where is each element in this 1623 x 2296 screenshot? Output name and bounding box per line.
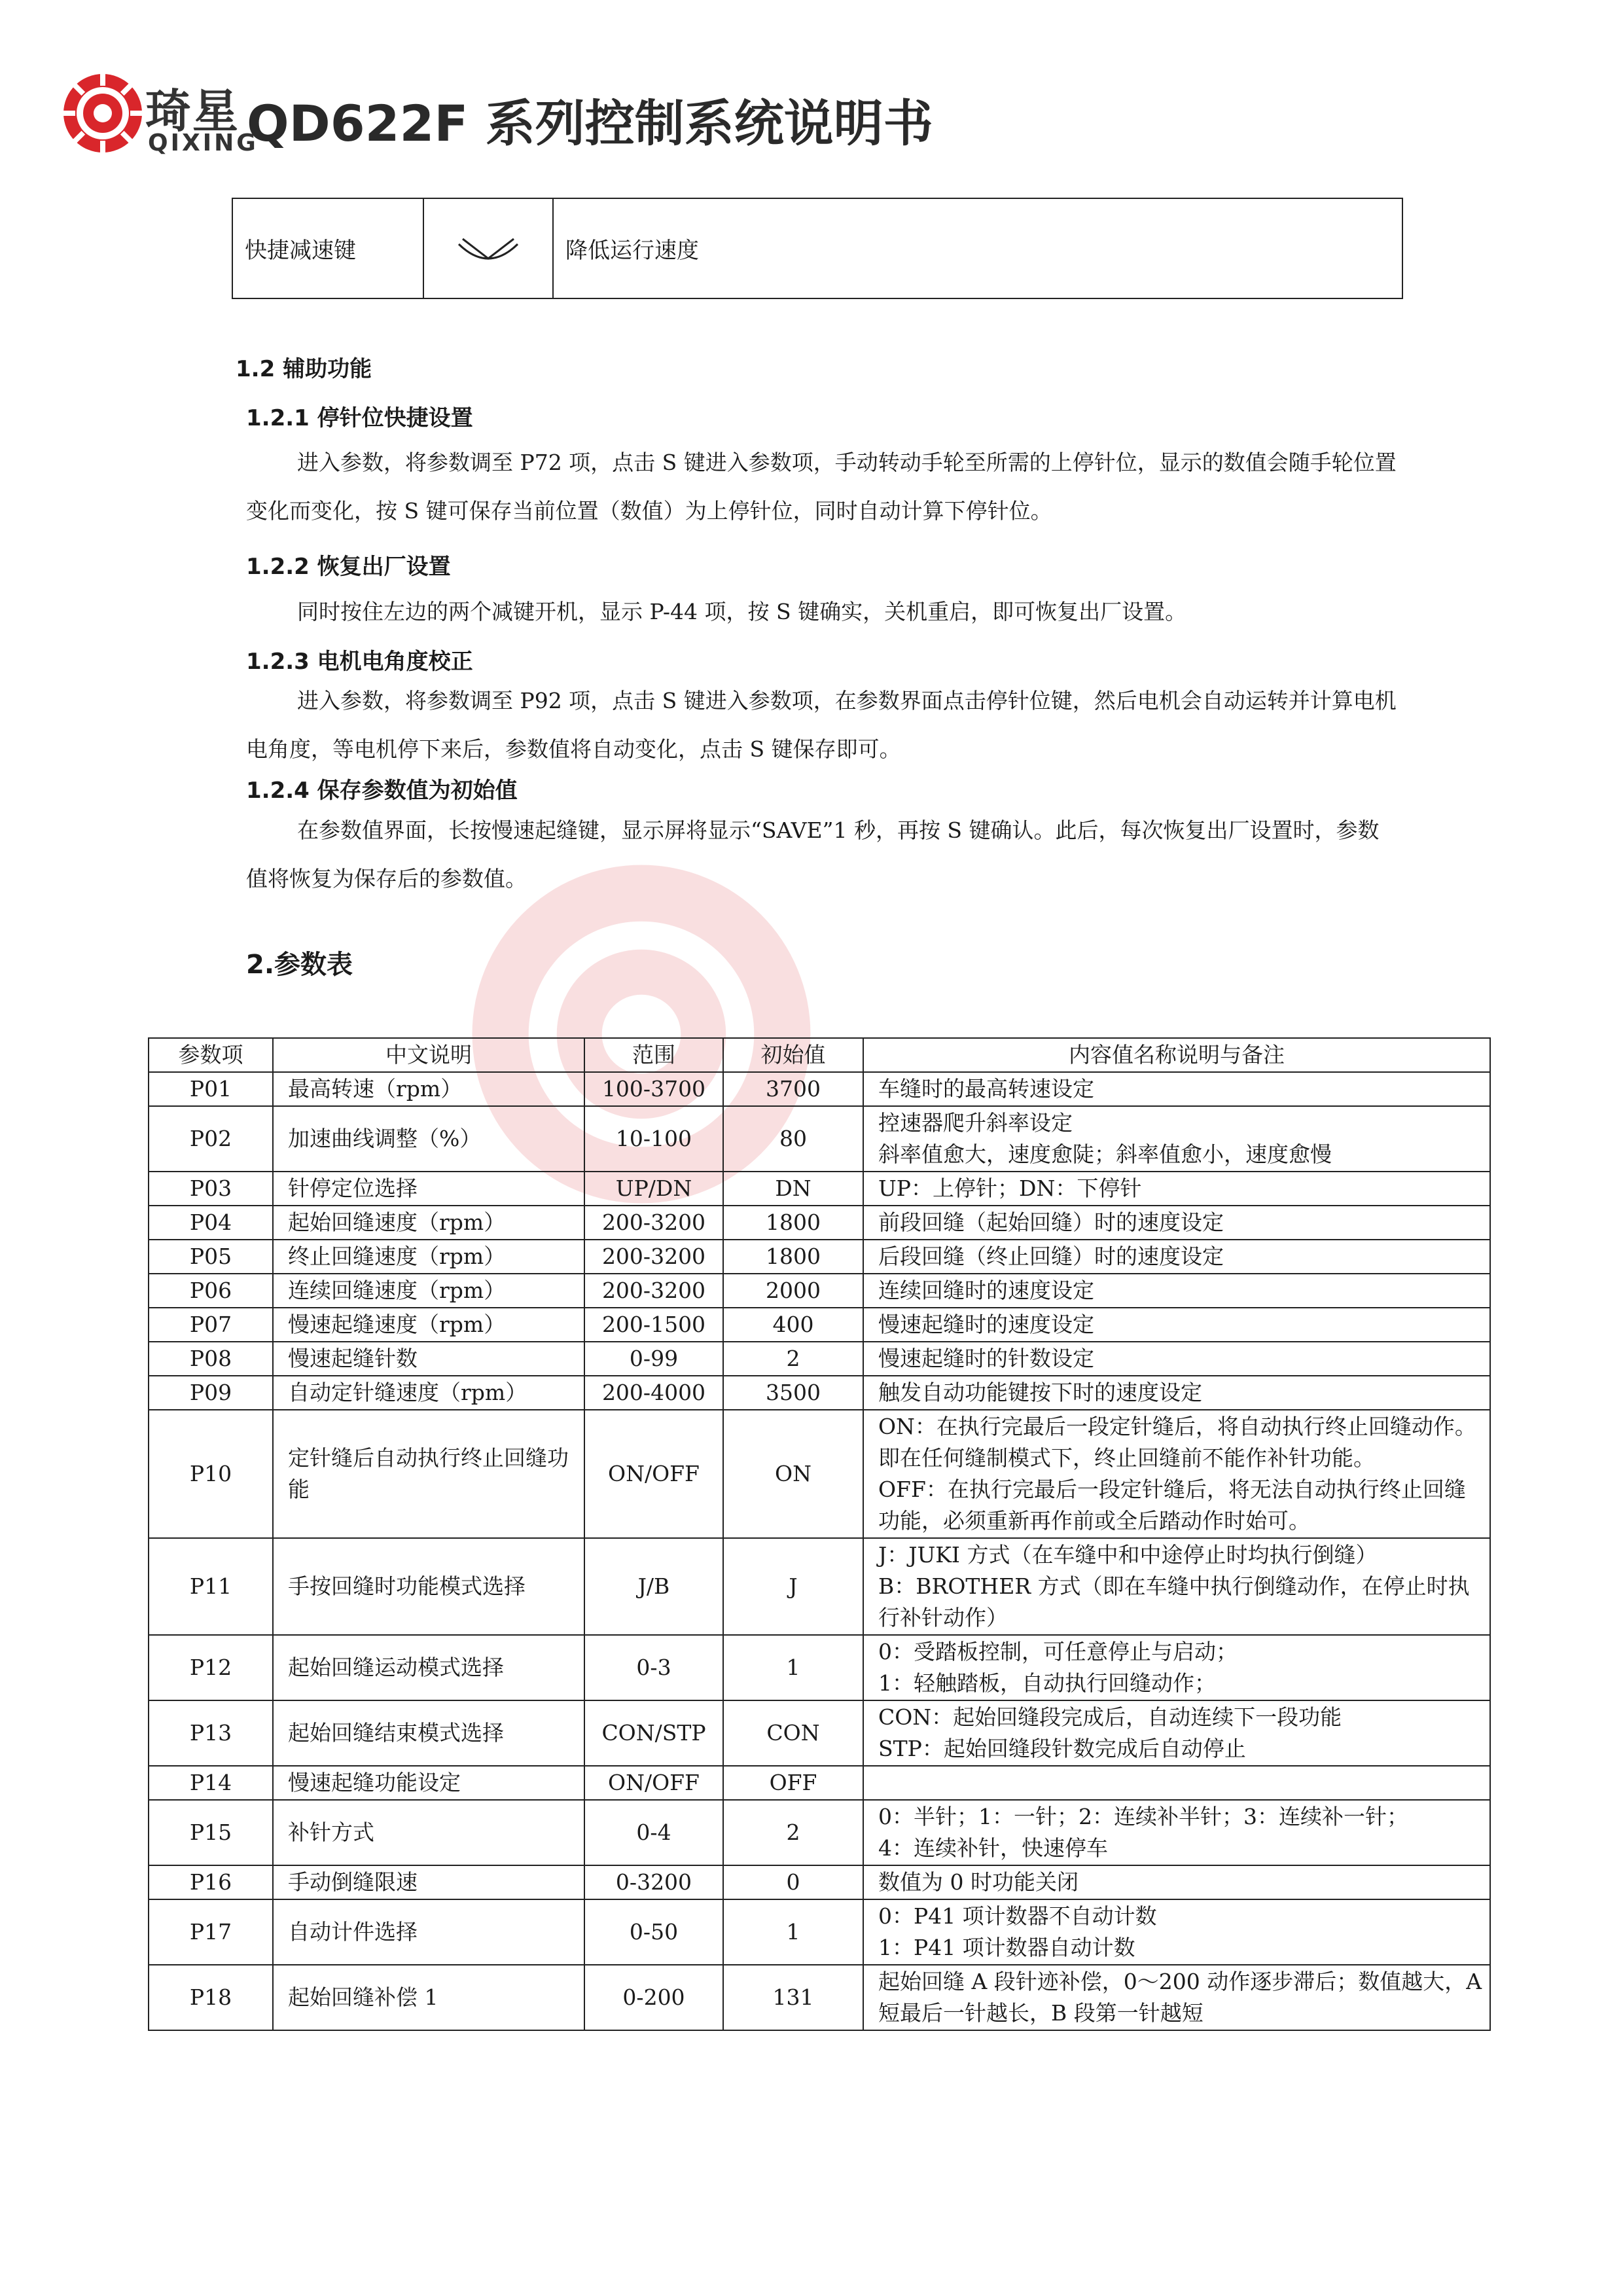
qixing-logo-icon [60, 71, 145, 156]
table-row [149, 1899, 1490, 1965]
param-initial: OFF [723, 1766, 863, 1800]
param-name: 连续回缝速度（rpm） [273, 1274, 584, 1308]
param-initial: 2000 [723, 1274, 863, 1308]
parameter-table [148, 1037, 1491, 2031]
param-range: J/B [584, 1538, 723, 1635]
param-name: 加速曲线调整（%） [273, 1106, 584, 1172]
param-range: ON/OFF [584, 1410, 723, 1538]
param-initial: 400 [723, 1308, 863, 1342]
table-row [149, 1072, 1490, 1106]
param-id: P05 [149, 1240, 273, 1274]
table-header-row [149, 1038, 1490, 1072]
page-header [60, 71, 1042, 169]
key-description: 降低运行速度 [553, 198, 1402, 298]
param-range: 200-3200 [584, 1240, 723, 1274]
param-initial: 3700 [723, 1072, 863, 1106]
column-header: 参数项 [149, 1038, 273, 1072]
key-row [232, 198, 1402, 298]
param-note: UP：上停针；DN：下停针 [863, 1172, 1490, 1206]
table-row [149, 1700, 1490, 1766]
param-initial: ON [723, 1410, 863, 1538]
param-name: 手动倒缝限速 [273, 1865, 584, 1899]
param-id: P10 [149, 1410, 273, 1538]
table-row [149, 1240, 1490, 1274]
section-1-2-4-text: 在参数值界面，长按慢速起缝键，显示屏将显示“SAVE”1 秒，再按 S 键确认。此后，每次恢复出厂设置时，参数值将恢复为保存后的参数值。 [246, 817, 1380, 891]
brand-name-en: QIXING [148, 130, 259, 156]
param-name: 起始回缝速度（rpm） [273, 1206, 584, 1240]
param-range: 10-100 [584, 1106, 723, 1172]
table-row [149, 1206, 1490, 1240]
section-1-2-1-text: 进入参数，将参数调至 P72 项，点击 S 键进入参数项，手动转动手轮至所需的上停针位，显示的数值会随手轮位置变化而变化，按 S 键可保存当前位置（数值）为上停针位，同时自动计算下停针位。 [246, 450, 1397, 524]
param-note: 控速器爬升斜率设定 斜率值愈大，速度愈陡；斜率值愈小，速度愈慢 [863, 1106, 1490, 1172]
key-name: 快捷减速键 [232, 198, 423, 298]
table-row [149, 1800, 1490, 1865]
param-note: J：JUKI 方式（在车缝中和中途停止时均执行倒缝） B：BROTHER 方式（即在车缝中执行倒缝动作，在停止时执行补针动作） [863, 1538, 1490, 1635]
param-name: 终止回缝速度（rpm） [273, 1240, 584, 1274]
param-name: 定针缝后自动执行终止回缝功能 [273, 1410, 584, 1538]
param-id: P06 [149, 1274, 273, 1308]
param-note [863, 1766, 1490, 1800]
param-range: 0-50 [584, 1899, 723, 1965]
column-header: 初始值 [723, 1038, 863, 1072]
param-id: P04 [149, 1206, 273, 1240]
param-note: 触发自动功能键按下时的速度设定 [863, 1376, 1490, 1410]
section-1-2-3-text: 进入参数，将参数调至 P92 项，点击 S 键进入参数项，在参数界面点击停针位键，然后电机会自动运转并计算电机电角度，等电机停下来后，参数值将自动变化，点击 S 键保存即可。 [246, 688, 1397, 762]
param-initial: 2 [723, 1800, 863, 1865]
param-name: 起始回缝运动模式选择 [273, 1635, 584, 1700]
param-id: P08 [149, 1342, 273, 1376]
param-id: P16 [149, 1865, 273, 1899]
param-note: 后段回缝（终止回缝）时的速度设定 [863, 1240, 1490, 1274]
section-1-2-4-heading: 1.2.4 保存参数值为初始值 [246, 778, 518, 804]
param-initial: 0 [723, 1865, 863, 1899]
param-range: 200-3200 [584, 1274, 723, 1308]
document-title: QD622F 系列控制系统说明书 [247, 94, 933, 152]
param-name: 最高转速（rpm） [273, 1072, 584, 1106]
param-range: 0-4 [584, 1800, 723, 1865]
param-note: CON：起始回缝段完成后，自动连续下一段功能 STP：起始回缝段针数完成后自动停止 [863, 1700, 1490, 1766]
param-id: P17 [149, 1899, 273, 1965]
slow-down-key-icon [452, 219, 524, 272]
table-row [149, 1410, 1490, 1538]
section-1-2-2-text: 同时按住左边的两个减键开机，显示 P-44 项，按 S 键确实，关机重启，即可恢复出厂设置。 [297, 599, 1187, 624]
param-id: P07 [149, 1308, 273, 1342]
param-id: P12 [149, 1635, 273, 1700]
param-initial: 1 [723, 1635, 863, 1700]
param-id: P09 [149, 1376, 273, 1410]
param-id: P18 [149, 1965, 273, 2030]
param-note: 0：P41 项计数器不自动计数 1：P41 项计数器自动计数 [863, 1899, 1490, 1965]
table-row [149, 1865, 1490, 1899]
table-row [149, 1538, 1490, 1635]
key-symbol-cell [423, 198, 553, 298]
column-header: 内容值名称说明与备注 [863, 1038, 1490, 1072]
param-initial: 1 [723, 1899, 863, 1965]
table-row [149, 1766, 1490, 1800]
param-initial: CON [723, 1700, 863, 1766]
table-row [149, 1274, 1490, 1308]
param-id: P13 [149, 1700, 273, 1766]
param-name: 慢速起缝功能设定 [273, 1766, 584, 1800]
table-row [149, 1308, 1490, 1342]
param-note: 0：受踏板控制，可任意停止与启动； 1：轻触踏板，自动执行回缝动作； [863, 1635, 1490, 1700]
param-name: 慢速起缝针数 [273, 1342, 584, 1376]
param-id: P02 [149, 1106, 273, 1172]
param-initial: 131 [723, 1965, 863, 2030]
param-name: 自动定针缝速度（rpm） [273, 1376, 584, 1410]
param-initial: 1800 [723, 1206, 863, 1240]
param-name: 针停定位选择 [273, 1172, 584, 1206]
table-row [149, 1172, 1490, 1206]
param-range: ON/OFF [584, 1766, 723, 1800]
key-table [232, 198, 1403, 299]
param-id: P15 [149, 1800, 273, 1865]
param-range: 0-99 [584, 1342, 723, 1376]
param-name: 补针方式 [273, 1800, 584, 1865]
section-2-heading: 2.参数表 [246, 950, 353, 980]
param-initial: J [723, 1538, 863, 1635]
param-range: 0-3200 [584, 1865, 723, 1899]
param-initial: 3500 [723, 1376, 863, 1410]
param-note: 0：半针；1：一针；2：连续补半针；3：连续补一针； 4：连续补针，快速停车 [863, 1800, 1490, 1865]
table-row [149, 1376, 1490, 1410]
table-row [149, 1635, 1490, 1700]
param-note: 连续回缝时的速度设定 [863, 1274, 1490, 1308]
param-range: 100-3700 [584, 1072, 723, 1106]
table-row [149, 1342, 1490, 1376]
param-note: ON：在执行完最后一段定针缝后，将自动执行终止回缝动作。即在任何缝制模式下，终止回缝前不能作补针功能。 OFF：在执行完最后一段定针缝后，将无法自动执行终止回缝功能，必须重新再作前或全后踏动作时始可。 [863, 1410, 1490, 1538]
table-row [149, 1106, 1490, 1172]
param-initial: 2 [723, 1342, 863, 1376]
param-range: CON/STP [584, 1700, 723, 1766]
param-note: 数值为 0 时功能关闭 [863, 1865, 1490, 1899]
brand-name-cn: 琦星 [145, 84, 240, 138]
param-range: 0-3 [584, 1635, 723, 1700]
param-name: 起始回缝补偿 1 [273, 1965, 584, 2030]
section-1-2-heading: 1.2 辅助功能 [236, 356, 372, 382]
param-name: 自动计件选择 [273, 1899, 584, 1965]
param-range: 200-1500 [584, 1308, 723, 1342]
param-note: 前段回缝（起始回缝）时的速度设定 [863, 1206, 1490, 1240]
column-header: 范围 [584, 1038, 723, 1072]
column-header: 中文说明 [273, 1038, 584, 1072]
param-note: 慢速起缝时的针数设定 [863, 1342, 1490, 1376]
section-1-2-1-heading: 1.2.1 停针位快捷设置 [246, 405, 473, 431]
param-id: P14 [149, 1766, 273, 1800]
section-1-2-2-heading: 1.2.2 恢复出厂设置 [246, 554, 451, 580]
param-name: 慢速起缝速度（rpm） [273, 1308, 584, 1342]
param-initial: DN [723, 1172, 863, 1206]
section-1-2-3-heading: 1.2.3 电机电角度校正 [246, 649, 473, 675]
param-range: 0-200 [584, 1965, 723, 2030]
param-name: 起始回缝结束模式选择 [273, 1700, 584, 1766]
param-range: 200-4000 [584, 1376, 723, 1410]
param-initial: 1800 [723, 1240, 863, 1274]
param-id: P01 [149, 1072, 273, 1106]
param-id: P11 [149, 1538, 273, 1635]
param-name: 手按回缝时功能模式选择 [273, 1538, 584, 1635]
param-initial: 80 [723, 1106, 863, 1172]
param-note: 起始回缝 A 段针迹补偿，0～200 动作逐步滞后；数值越大，A 短最后一针越长，B 段第一针越短 [863, 1965, 1490, 2030]
table-row [149, 1965, 1490, 2030]
param-note: 车缝时的最高转速设定 [863, 1072, 1490, 1106]
table-body [149, 1072, 1490, 2030]
param-range: UP/DN [584, 1172, 723, 1206]
param-note: 慢速起缝时的速度设定 [863, 1308, 1490, 1342]
param-range: 200-3200 [584, 1206, 723, 1240]
param-id: P03 [149, 1172, 273, 1206]
